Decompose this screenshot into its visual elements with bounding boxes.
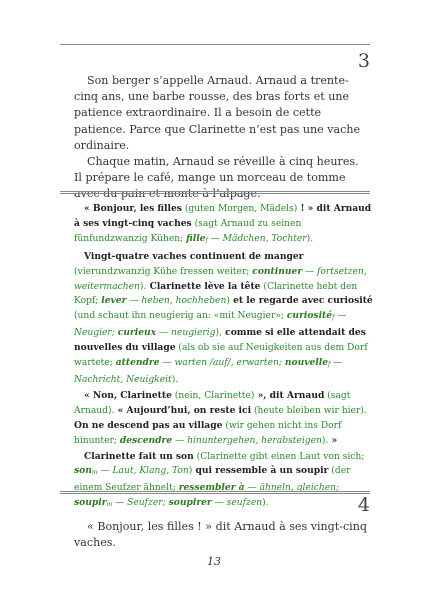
double-rule [60,491,370,494]
story-paragraph: « Bonjour, les filles ! » dit Arnaud à ses vingt-cinq vaches. [74,520,367,550]
story-paragraph: Son berger s’appelle Arnaud. Arnaud a trente-cinq ans, une barbe rousse, des bras forts et une patience extraordinaire. Il a besoin de cette patience. Parce que Clarinette n’est pas une vache ordinaire. [74,74,361,152]
page-number: 13 [207,555,221,568]
annotated-paragraph: Vingt-quatre vaches continuent de manger (vierundzwanzig Kühe fressen weiter; continuer — fortsetzen, weitermachen). Clarinette lève la tête (Clarinette hebt den Kopf; lever — heben, hochheben) et le regarde avec curiosité (und schaut ihn neugierig an: «mit Neugier»; curiositéf — Neugier; curieux — neugierig), comme si elle attendait des nouvelles du village (als ob sie auf Neuigkeiten aus dem Dorf wartete; attendre — warten /auf/, erwarten; nouvellef — Nachricht, Neuigkeit). [74,250,373,385]
double-rule [60,191,370,194]
section-4-text [74,519,370,551]
story-paragraph: Chaque matin, Arnaud se réveille à cinq heures. Il prépare le café, mange un morceau de tomme avec du pain et monte à l’alpage. [74,155,359,201]
section-number-3: 3 [357,50,370,72]
section-number-4: 4 [357,494,370,516]
annotated-paragraph: Clarinette fait un son (Clarinette gibt einen Laut von sich; sonm — Laut, Klang, Ton) qui ressemble à un soupir (der einem Seufzer ähnelt; ressembler à — ähneln, gleichen; soupirm — Seufzer; soupirer — seufzen). [74,450,365,509]
annotated-paragraph: « Bonjour, les filles (guten Morgen, Mädels) ! » dit Arnaud à ses vingt-cinq vaches (sagt Arnaud zu seinen fünfundzwanzig Kühen; fillef — Mädchen, Tochter). [74,203,372,244]
annotated-text [74,202,374,514]
annotated-paragraph: « Non, Clarinette (nein, Clarinette) », dit Arnaud (sagt Arnaud). « Aujourd’hui, on reste ici (heute bleiben wir hier). On ne descend pas au village (wir gehen nicht ins Dorf hinunter; descendre — hinuntergehen, herabsteigen). » [74,389,367,446]
section-3-text [74,73,370,203]
top-rule [60,44,370,45]
